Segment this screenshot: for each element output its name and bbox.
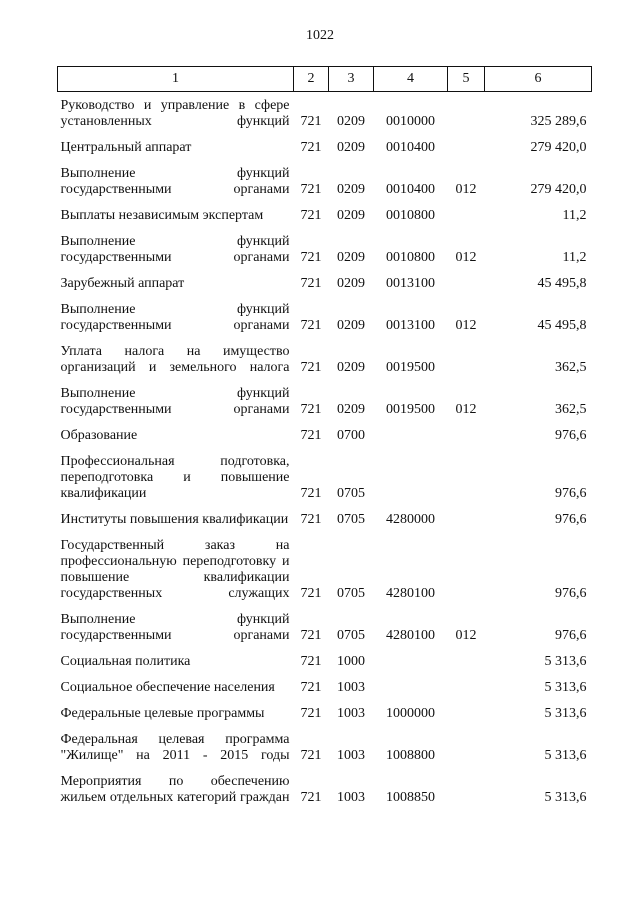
cell-c3: 0209 — [337, 208, 365, 223]
cell-c5 — [448, 92, 485, 141]
row-name-line: государственными органами — [60, 402, 290, 417]
cell-c5 — [448, 276, 485, 302]
cell-c5 — [448, 706, 485, 732]
cell-c4: 0013100 — [386, 276, 435, 291]
row-name-line: жильем отдельных категорий граждан — [60, 790, 290, 805]
cell-c2: 721 — [300, 250, 322, 265]
row-name-line: профессиональную переподготовку и — [60, 554, 290, 569]
cell-c2: 721 — [300, 586, 322, 601]
cell-c3: 0209 — [337, 402, 365, 417]
row-name-line: Выполнение функций — [60, 612, 290, 627]
cell-c2: 721 — [300, 276, 322, 291]
row-name-line: Профессиональная подготовка, — [60, 454, 290, 469]
row-name — [58, 654, 294, 680]
cell-c3: 0700 — [337, 428, 365, 443]
table-row — [58, 706, 592, 732]
cell-c4 — [374, 454, 448, 512]
table-row — [58, 344, 592, 386]
cell-c3: 0705 — [337, 486, 365, 501]
cell-c6: 45 495,8 — [537, 318, 587, 333]
row-name-line: квалификации — [60, 486, 147, 501]
cell-c3: 0209 — [337, 182, 365, 197]
cell-c5: 012 — [455, 318, 477, 333]
cell-c6: 976,6 — [555, 628, 587, 643]
row-name-line: государственных служащих — [60, 586, 290, 601]
row-name-line: Зарубежный аппарат — [60, 276, 185, 291]
cell-c4: 0010800 — [386, 250, 435, 265]
table-row — [58, 774, 592, 816]
cell-c2: 721 — [300, 318, 322, 333]
row-name-line: Институты повышения квалификации — [60, 512, 289, 527]
cell-c2: 721 — [300, 628, 322, 643]
cell-c5 — [448, 454, 485, 512]
row-name-line: Государственный заказ на — [60, 538, 290, 553]
cell-c5: 012 — [455, 250, 477, 265]
table-row — [58, 612, 592, 654]
cell-c2: 721 — [300, 182, 322, 197]
row-name-line: Руководство и управление в сфере — [60, 98, 290, 113]
row-name-line: Уплата налога на имущество — [60, 344, 290, 359]
cell-c2: 721 — [300, 790, 322, 805]
cell-c3: 0209 — [337, 276, 365, 291]
cell-c4: 1000000 — [386, 706, 435, 721]
row-name — [58, 166, 294, 208]
column-header-4: 4 — [374, 67, 448, 92]
table-row — [58, 302, 592, 344]
table-row — [58, 234, 592, 276]
cell-c3: 1003 — [337, 706, 365, 721]
row-name-line: Центральный аппарат — [60, 140, 192, 155]
cell-c5: 012 — [455, 182, 477, 197]
row-name — [58, 538, 294, 612]
cell-c6: 976,6 — [555, 586, 587, 601]
cell-c6: 325 289,6 — [530, 114, 587, 129]
cell-c4: 0019500 — [386, 402, 435, 417]
cell-c6: 45 495,8 — [537, 276, 587, 291]
cell-c5 — [448, 428, 485, 454]
cell-c4: 0019500 — [386, 360, 435, 375]
cell-c6: 362,5 — [555, 360, 587, 375]
cell-c6: 5 313,6 — [544, 680, 587, 695]
table-row — [58, 208, 592, 234]
row-name — [58, 234, 294, 276]
cell-c5 — [448, 140, 485, 166]
cell-c2: 721 — [300, 402, 322, 417]
cell-c4: 1008800 — [386, 748, 435, 763]
row-name-line: установленных функций — [60, 114, 290, 129]
table-row — [58, 276, 592, 302]
row-name-line: государственными органами — [60, 318, 290, 333]
table-row — [58, 386, 592, 428]
row-name-line: Выплаты независимым экспертам — [60, 208, 264, 223]
row-name — [58, 344, 294, 386]
table-row — [58, 654, 592, 680]
cell-c4: 1008850 — [386, 790, 435, 805]
row-name-line: Мероприятия по обеспечению — [60, 774, 290, 789]
cell-c5 — [448, 774, 485, 816]
row-name-line: Социальная политика — [60, 654, 191, 669]
row-name — [58, 276, 294, 302]
cell-c6: 5 313,6 — [544, 748, 587, 763]
cell-c3: 0209 — [337, 250, 365, 265]
cell-c6: 976,6 — [555, 486, 587, 501]
row-name — [58, 386, 294, 428]
row-name — [58, 302, 294, 344]
column-header-6: 6 — [485, 67, 592, 92]
cell-c3: 0209 — [337, 360, 365, 375]
cell-c3: 0209 — [337, 140, 365, 155]
cell-c2: 721 — [300, 140, 322, 155]
cell-c2: 721 — [300, 512, 322, 527]
cell-c5: 012 — [455, 402, 477, 417]
row-name — [58, 208, 294, 234]
row-name — [58, 706, 294, 732]
row-name-line: Выполнение функций — [60, 386, 290, 401]
cell-c2: 721 — [300, 748, 322, 763]
cell-c4: 0010000 — [386, 114, 435, 129]
cell-c4: 4280000 — [386, 512, 435, 527]
cell-c5 — [448, 512, 485, 538]
cell-c6: 5 313,6 — [544, 790, 587, 805]
cell-c3: 1003 — [337, 680, 365, 695]
row-name — [58, 774, 294, 816]
cell-c3: 0705 — [337, 586, 365, 601]
cell-c6: 279 420,0 — [530, 140, 587, 155]
table-row — [58, 166, 592, 208]
cell-c6: 5 313,6 — [544, 706, 587, 721]
cell-c6: 362,5 — [555, 402, 587, 417]
row-name — [58, 92, 294, 141]
cell-c4: 4280100 — [386, 586, 435, 601]
cell-c4: 0010400 — [386, 140, 435, 155]
cell-c3: 0209 — [337, 114, 365, 129]
row-name-line: Выполнение функций — [60, 166, 290, 181]
row-name-line: государственными органами — [60, 182, 290, 197]
table-row — [58, 454, 592, 512]
row-name — [58, 454, 294, 512]
table-body — [58, 92, 592, 817]
cell-c2: 721 — [300, 486, 322, 501]
cell-c4: 4280100 — [386, 628, 435, 643]
row-name-line: Социальное обеспечение населения — [60, 680, 275, 695]
table-row — [58, 680, 592, 706]
row-name — [58, 612, 294, 654]
row-name-line: государственными органами — [60, 250, 290, 265]
column-header-2: 2 — [294, 67, 329, 92]
row-name — [58, 140, 294, 166]
row-name — [58, 428, 294, 454]
cell-c4 — [374, 428, 448, 454]
table-row — [58, 512, 592, 538]
cell-c5 — [448, 208, 485, 234]
cell-c3: 0705 — [337, 512, 365, 527]
cell-c3: 1003 — [337, 790, 365, 805]
cell-c6: 976,6 — [555, 512, 587, 527]
row-name-line: Образование — [60, 428, 138, 443]
cell-c5 — [448, 344, 485, 386]
table-header-row — [58, 67, 592, 92]
cell-c6: 11,2 — [562, 208, 587, 223]
column-header-5: 5 — [448, 67, 485, 92]
cell-c3: 0209 — [337, 318, 365, 333]
cell-c4: 0013100 — [386, 318, 435, 333]
cell-c6: 5 313,6 — [544, 654, 587, 669]
row-name-line: повышение квалификации — [60, 570, 290, 585]
row-name — [58, 732, 294, 774]
row-name-line: государственными органами — [60, 628, 290, 643]
cell-c6: 279 420,0 — [530, 182, 587, 197]
cell-c5: 012 — [455, 628, 477, 643]
row-name-line: Выполнение функций — [60, 234, 290, 249]
cell-c3: 1000 — [337, 654, 365, 669]
row-name — [58, 680, 294, 706]
table-row — [58, 92, 592, 141]
cell-c5 — [448, 654, 485, 680]
budget-table — [57, 66, 592, 816]
row-name — [58, 512, 294, 538]
cell-c4 — [374, 654, 448, 680]
row-name-line: Федеральные целевые программы — [60, 706, 265, 721]
cell-c2: 721 — [300, 114, 322, 129]
cell-c2: 721 — [300, 208, 322, 223]
column-header-3: 3 — [329, 67, 374, 92]
cell-c5 — [448, 538, 485, 612]
cell-c2: 721 — [300, 428, 322, 443]
cell-c3: 1003 — [337, 748, 365, 763]
cell-c2: 721 — [300, 706, 322, 721]
cell-c4: 0010800 — [386, 208, 435, 223]
table-row — [58, 538, 592, 612]
cell-c3: 0705 — [337, 628, 365, 643]
cell-c5 — [448, 680, 485, 706]
table-row — [58, 140, 592, 166]
cell-c2: 721 — [300, 654, 322, 669]
column-header-1: 1 — [58, 67, 294, 92]
row-name-line: "Жилище" на 2011 - 2015 годы — [60, 748, 290, 763]
cell-c6: 976,6 — [555, 428, 587, 443]
cell-c4 — [374, 680, 448, 706]
cell-c2: 721 — [300, 680, 322, 695]
cell-c6: 11,2 — [562, 250, 587, 265]
page-number: 1022 — [306, 28, 334, 43]
row-name-line: организаций и земельного налога — [60, 360, 290, 375]
cell-c5 — [448, 732, 485, 774]
row-name-line: Выполнение функций — [60, 302, 290, 317]
table-row — [58, 732, 592, 774]
row-name-line: переподготовка и повышение — [60, 470, 290, 485]
cell-c2: 721 — [300, 360, 322, 375]
table-row — [58, 428, 592, 454]
row-name-line: Федеральная целевая программа — [60, 732, 290, 747]
cell-c4: 0010400 — [386, 182, 435, 197]
